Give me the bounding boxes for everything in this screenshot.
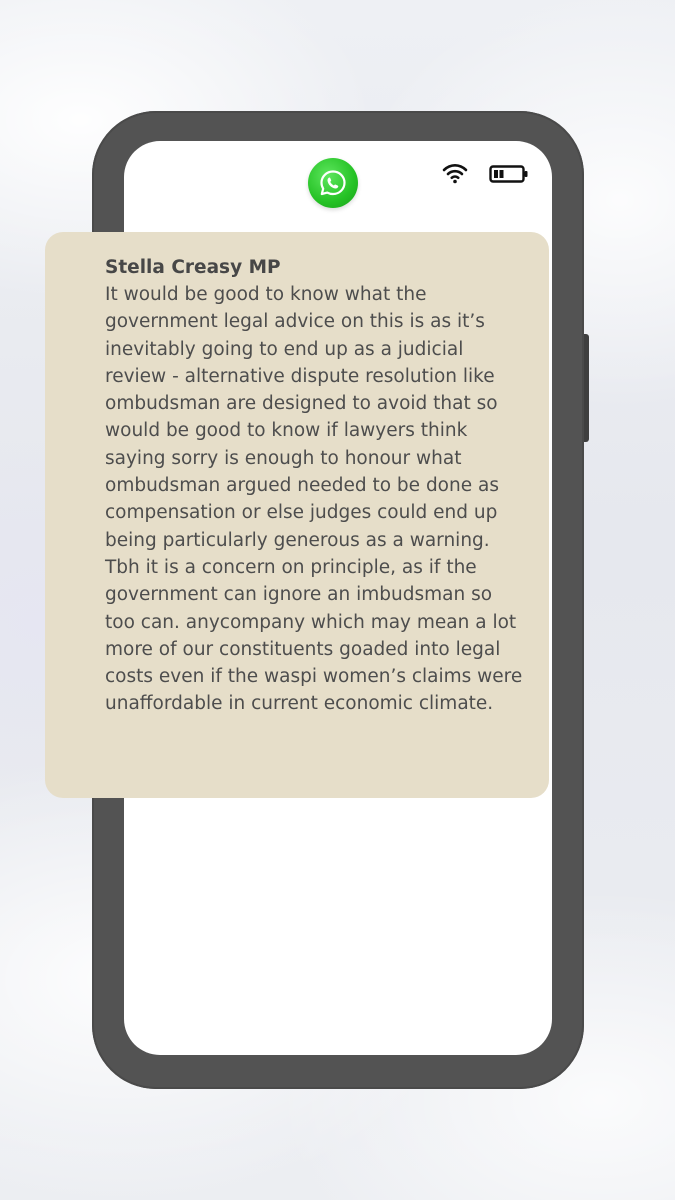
message-sender: Stella Creasy MP [105, 257, 281, 278]
message-text: It would be good to know what the government legal advice on this is as it’s inevitably going to end up as a judicial review - alternative dispute resolution like ombudsman are designed to avoid that so would be good to know if lawyers think saying sorry is enough to honour what ombudsman argued needed to be done as compensation or else judges could end up being particularly generous as a warning. Tbh it is a concern on principle, as if the government can ignore an imbudsman so too can. anycompany which may mean a lot more of our constituents goaded into legal costs even if the waspi women’s claims were unaffordable in current economic climate. [105, 284, 523, 715]
message-bubble [45, 232, 549, 798]
phone-side-button [584, 334, 589, 442]
wifi-icon [442, 162, 468, 184]
whatsapp-icon[interactable] [308, 158, 358, 208]
battery-low-icon [489, 164, 529, 184]
